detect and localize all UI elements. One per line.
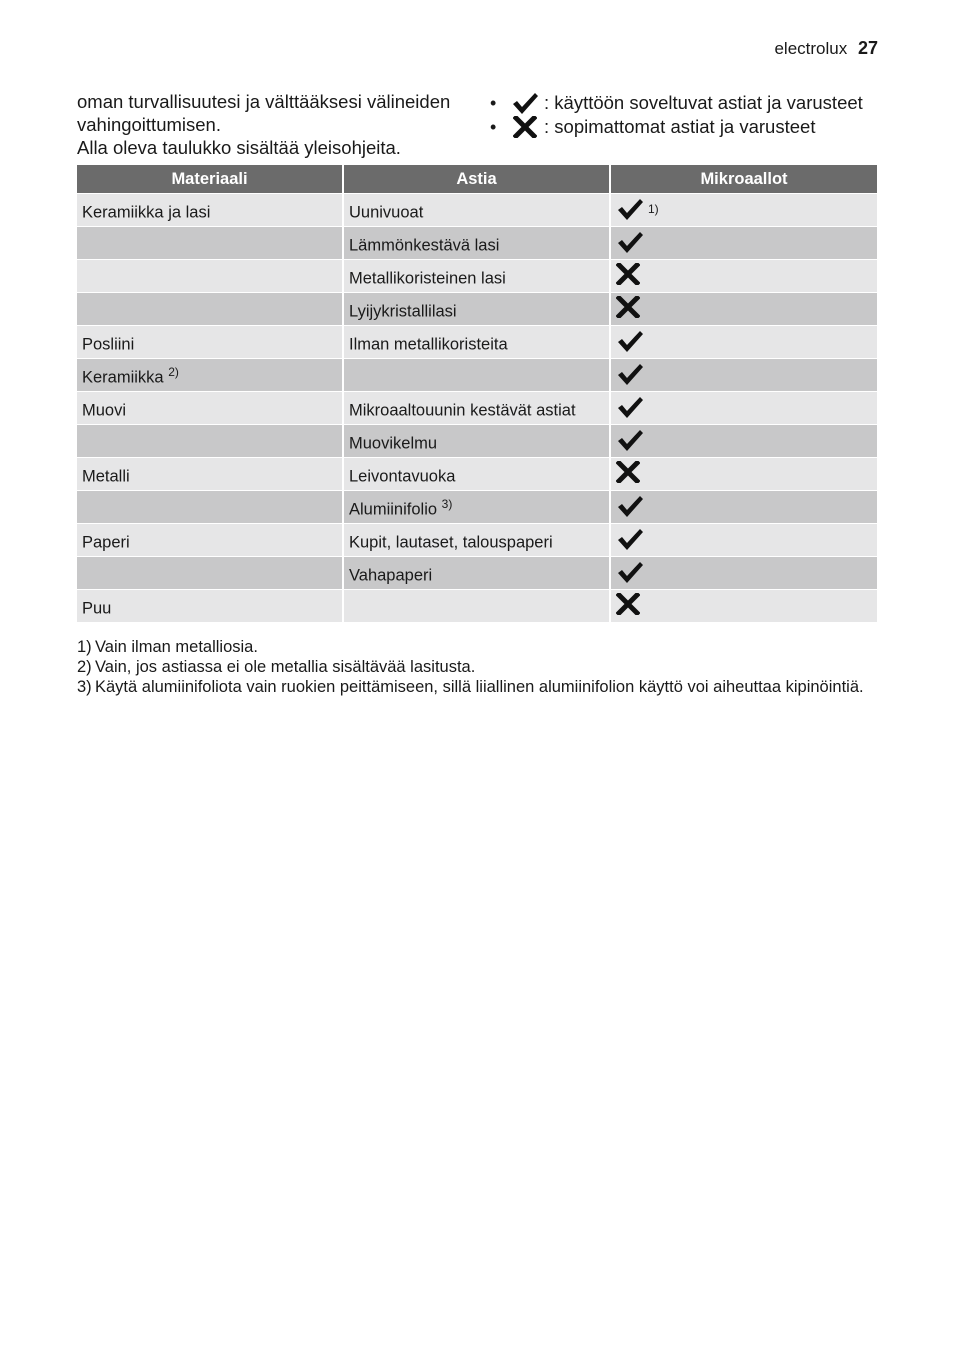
material-cell <box>77 391 344 424</box>
item-cell <box>344 226 611 259</box>
cross-icon <box>616 461 640 488</box>
cross-icon <box>510 115 540 139</box>
table-row <box>77 259 877 292</box>
table-row <box>77 358 877 391</box>
table-row <box>77 523 877 556</box>
header-microwave: Mikroaallot <box>611 165 877 193</box>
intro-line-2: Alla oleva taulukko sisältää yleisohjeita. <box>77 137 401 158</box>
material-cell <box>77 589 344 622</box>
footnote-text: Käytä alumiinifoliota vain ruokien peittämiseen, sillä liiallinen alumiinifolion käyttö voi aiheuttaa kipinöintiä. <box>95 678 864 696</box>
microwave-cell <box>611 226 877 259</box>
material-label: Metalli <box>82 467 130 486</box>
microwave-cell <box>611 193 877 226</box>
item-label: Muovikelmu <box>349 434 438 453</box>
check-icon <box>616 362 644 391</box>
header-item: Astia <box>344 165 611 193</box>
item-label: Leivontavuoka <box>349 467 456 486</box>
footnote-number: 1) <box>77 638 92 656</box>
item-cell <box>344 523 611 556</box>
material-cell <box>77 490 344 523</box>
legend-unsuitable-text: : sopimattomat astiat ja varusteet <box>544 116 816 137</box>
item-cell <box>344 490 611 523</box>
footnote-text: Vain, jos astiassa ei ole metallia sisältävää lasitusta. <box>95 658 476 676</box>
table-row <box>77 457 877 490</box>
microwave-cell <box>611 457 877 490</box>
item-cell <box>344 556 611 589</box>
material-cell <box>77 523 344 556</box>
material-cell <box>77 259 344 292</box>
microwave-cell <box>611 259 877 292</box>
material-label: Puu <box>82 599 112 618</box>
legend-suitable-text: : käyttöön soveltuvat astiat ja varusteet <box>544 92 863 113</box>
check-icon <box>616 329 644 358</box>
table-row <box>77 193 877 226</box>
legend-suitable <box>490 91 890 115</box>
item-cell <box>344 391 611 424</box>
footnote-item <box>77 677 877 697</box>
page-number: 27 <box>857 38 878 58</box>
material-cell <box>77 457 344 490</box>
microwave-cell <box>611 589 877 622</box>
footnote-item <box>77 657 877 677</box>
mark-footnote-ref: 1) <box>648 202 659 216</box>
material-cell <box>77 193 344 226</box>
item-label: Metallikoristeinen lasi <box>349 269 506 288</box>
item-label: Uunivuoat <box>349 203 424 222</box>
footnote-text: Vain ilman metalliosia. <box>95 638 258 656</box>
item-footnote-ref: 3) <box>441 497 453 511</box>
material-label: Posliini <box>82 335 135 354</box>
check-icon <box>616 197 644 226</box>
material-cell <box>77 358 344 391</box>
item-label: Ilman metallikoristeita <box>349 335 508 354</box>
table-row <box>77 292 877 325</box>
symbol-legend <box>490 91 890 139</box>
item-cell <box>344 358 611 391</box>
material-cell <box>77 292 344 325</box>
bullet: • <box>490 117 497 137</box>
material-cell <box>77 424 344 457</box>
cross-icon <box>616 593 640 620</box>
microwave-cell <box>611 556 877 589</box>
table-row <box>77 490 877 523</box>
footnotes <box>77 637 877 697</box>
item-cell <box>344 589 611 622</box>
footnote-number: 2) <box>77 658 92 676</box>
material-cell <box>77 226 344 259</box>
check-icon <box>616 428 644 457</box>
check-icon <box>616 560 644 589</box>
table-row <box>77 589 877 622</box>
microwave-cell <box>611 391 877 424</box>
cookware-table <box>77 165 877 622</box>
table-row <box>77 226 877 259</box>
item-label: Kupit, lautaset, talouspaperi <box>349 533 553 552</box>
cross-icon <box>616 263 640 290</box>
item-label: Mikroaaltouunin kestävät astiat <box>349 401 576 420</box>
bullet: • <box>490 93 497 113</box>
item-cell <box>344 424 611 457</box>
intro-line-1: oman turvallisuutesi ja välttääksesi välineiden vahingoittumisen. <box>77 91 451 135</box>
item-label: Lyijykristallilasi <box>349 302 457 321</box>
material-label: Keramiikka ja lasi <box>82 203 211 222</box>
material-footnote-ref: 2) <box>168 365 179 379</box>
check-icon <box>616 527 644 556</box>
header-material: Materiaali <box>77 165 344 193</box>
check-icon <box>616 395 644 424</box>
intro-text <box>77 90 477 159</box>
cross-icon <box>616 296 640 323</box>
item-cell <box>344 325 611 358</box>
item-cell <box>344 457 611 490</box>
microwave-cell <box>611 292 877 325</box>
material-cell <box>77 556 344 589</box>
table-row <box>77 325 877 358</box>
table-row <box>77 424 877 457</box>
check-icon <box>616 494 644 523</box>
microwave-cell <box>611 325 877 358</box>
item-label: Vahapaperi <box>349 566 433 585</box>
footnote-number: 3) <box>77 678 92 696</box>
item-cell <box>344 259 611 292</box>
microwave-cell <box>611 358 877 391</box>
page-header <box>774 38 878 59</box>
check-icon <box>510 91 540 115</box>
item-label: Lämmönkestävä lasi <box>349 236 500 255</box>
material-cell <box>77 325 344 358</box>
table-row <box>77 556 877 589</box>
table-header-row <box>77 165 877 193</box>
item-label: Alumiinifolio <box>349 500 438 519</box>
check-icon <box>616 230 644 259</box>
item-cell <box>344 193 611 226</box>
microwave-cell <box>611 424 877 457</box>
legend-unsuitable <box>490 115 890 139</box>
material-label: Keramiikka <box>82 368 164 387</box>
microwave-cell <box>611 490 877 523</box>
microwave-cell <box>611 523 877 556</box>
footnote-item <box>77 637 877 657</box>
table-row <box>77 391 877 424</box>
material-label: Muovi <box>82 401 127 420</box>
brand-name: electrolux <box>774 39 848 58</box>
material-label: Paperi <box>82 533 130 552</box>
item-cell <box>344 292 611 325</box>
